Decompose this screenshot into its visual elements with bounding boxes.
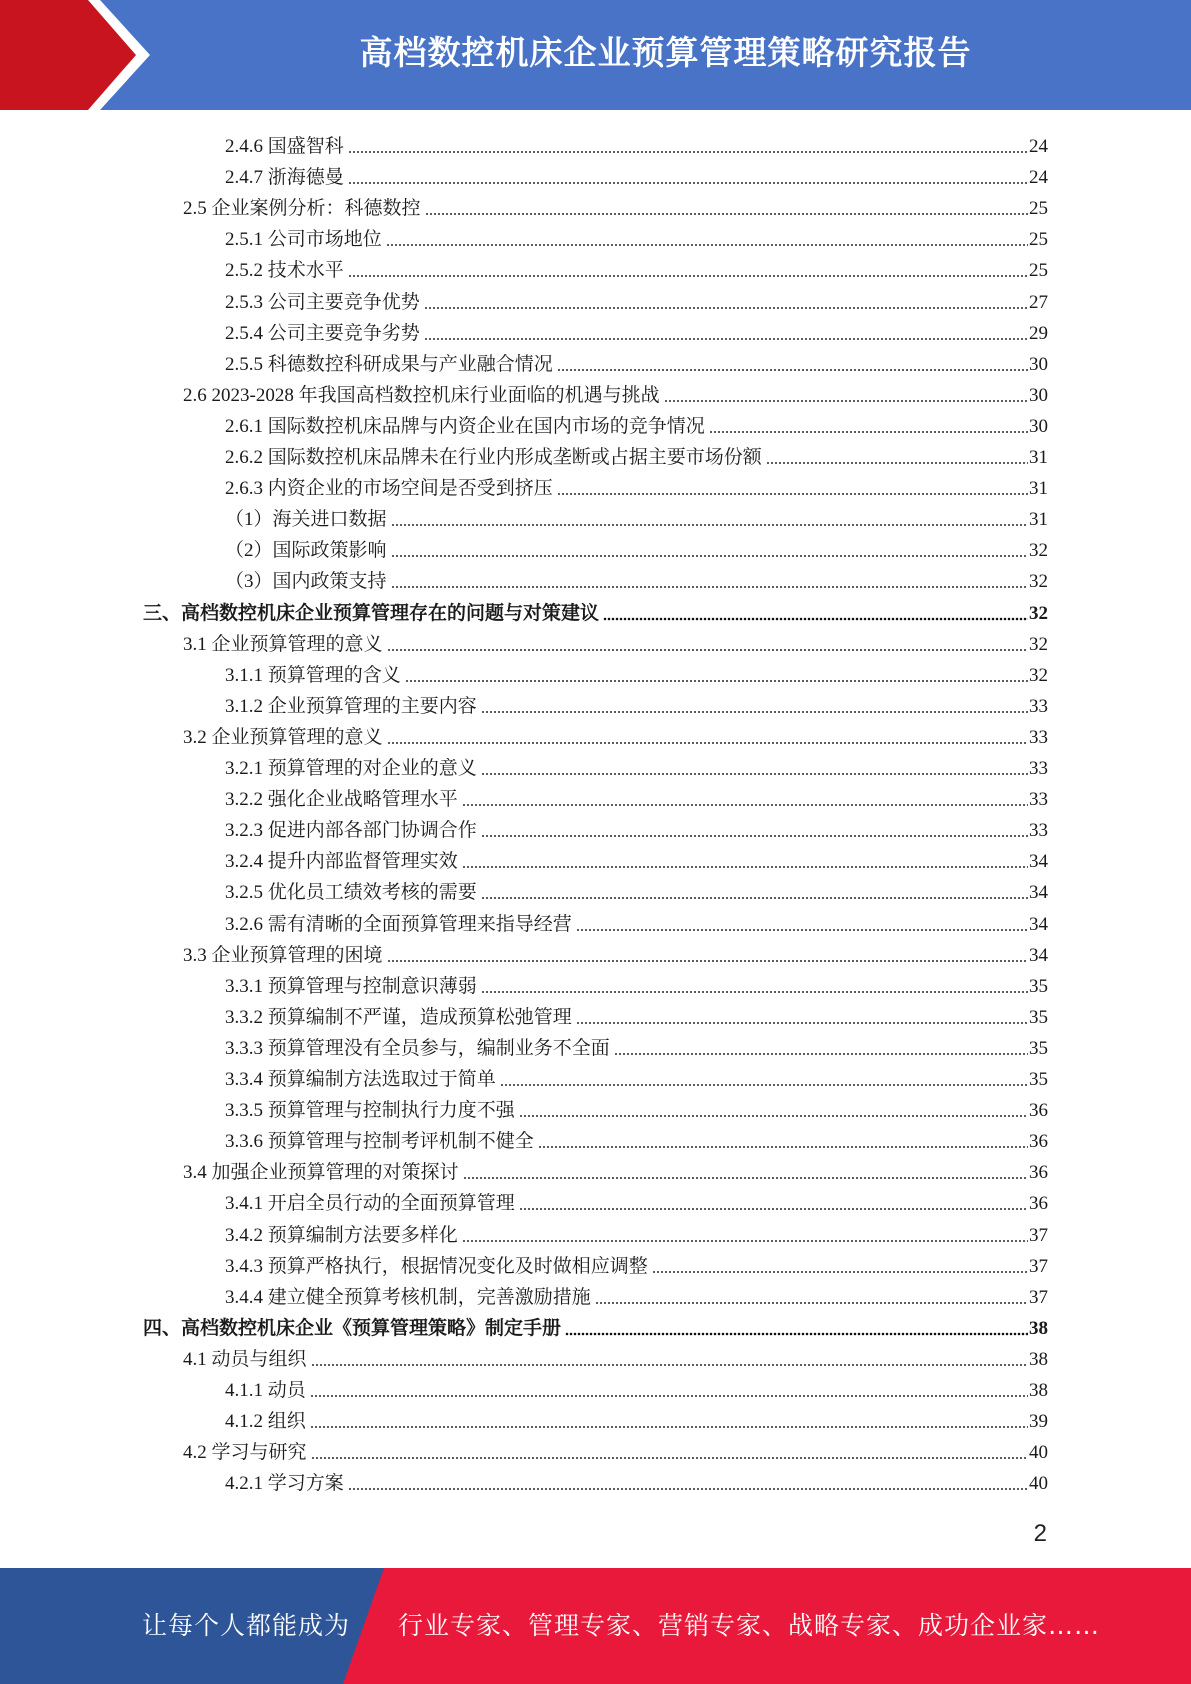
toc-leader-dots — [664, 399, 1028, 403]
toc-entry-label: 3.3.2 预算编制不严谨，造成预算松弛管理 — [225, 1006, 572, 1028]
toc-leader-dots — [424, 337, 1028, 341]
toc-entry-label: 3.4.2 预算编制方法要多样化 — [225, 1224, 458, 1246]
footer-roles: 行业专家、管理专家、营销专家、战略专家、成功企业家…… — [398, 1611, 1101, 1640]
toc-entry-page: 30 — [1029, 384, 1048, 406]
toc-leader-dots — [481, 990, 1028, 994]
toc-entry-label: 2.5.3 公司主要竞争优势 — [225, 291, 420, 313]
toc-entry-page: 40 — [1029, 1442, 1048, 1464]
footer-slogan: 让每个人都能成为 — [142, 1611, 351, 1640]
toc-entry[interactable] — [225, 1060, 1048, 1091]
toc-entry-label: 2.6.3 内资企业的市场空间是否受到挤压 — [225, 478, 553, 500]
toc-entry-page: 38 — [1029, 1380, 1048, 1401]
toc-entry[interactable] — [225, 220, 1048, 251]
toc-entry[interactable] — [183, 189, 1048, 220]
toc-leader-dots — [462, 803, 1028, 807]
toc-entry-page: 35 — [1029, 1006, 1048, 1028]
document-title: 高档数控机床企业预算管理策略研究报告 — [359, 33, 972, 72]
toc-entry-label: 3.2.6 需有清晰的全面预算管理来指导经营 — [225, 913, 572, 935]
toc-entry-label: 2.6 2023-2028 年我国高档数控机床行业面临的机遇与挑战 — [183, 384, 660, 406]
toc-entry-page: 33 — [1029, 726, 1048, 748]
toc-leader-dots — [481, 772, 1028, 776]
toc-entry-label: 3.4.4 建立健全预算考核机制，完善激励措施 — [225, 1286, 591, 1308]
toc-entry[interactable] — [225, 1029, 1048, 1060]
toc-entry-page: 32 — [1029, 540, 1048, 562]
toc-entry-page: 33 — [1029, 789, 1048, 811]
toc-leader-dots — [348, 150, 1028, 154]
toc-entry-page: 25 — [1029, 198, 1048, 220]
toc-leader-dots — [709, 430, 1028, 434]
toc-entry-label: 2.6.1 国际数控机床品牌与内资企业在国内市场的竞争情况 — [225, 415, 705, 437]
toc-entry[interactable] — [183, 1153, 1048, 1184]
toc-entry-page: 39 — [1029, 1411, 1048, 1433]
toc-entry-label: 4.1 动员与组织 — [183, 1348, 307, 1370]
toc-entry-page: 32 — [1029, 571, 1048, 593]
page-number: 2 — [1033, 1520, 1047, 1547]
toc-entry-label: （1）海关进口数据 — [225, 509, 387, 531]
toc-entry-label: 2.5.4 公司主要竞争劣势 — [225, 322, 420, 344]
toc-leader-dots — [462, 865, 1028, 869]
toc-entry-label: 3.2 企业预算管理的意义 — [183, 726, 383, 748]
toc-entry-label: 3.2.1 预算管理的对企业的意义 — [225, 758, 477, 779]
toc-entry-label: （3）国内政策支持 — [225, 571, 387, 593]
toc-entry-label: 3.2.2 强化企业战略管理水平 — [225, 789, 458, 811]
toc-leader-dots — [614, 1052, 1028, 1056]
toc-leader-dots — [538, 1145, 1028, 1149]
toc-entry-label: 3.1 企业预算管理的意义 — [183, 633, 383, 655]
toc-entry-page: 32 — [1029, 664, 1048, 686]
toc-leader-dots — [481, 834, 1028, 838]
toc-entry-page: 40 — [1029, 1473, 1048, 1495]
toc-entry[interactable] — [225, 967, 1048, 998]
toc-leader-dots — [463, 1176, 1028, 1180]
toc-entry[interactable] — [225, 873, 1048, 904]
toc-leader-dots — [348, 274, 1028, 278]
toc-leader-dots — [519, 1207, 1028, 1211]
toc-leader-dots — [603, 617, 1028, 621]
toc-entry[interactable] — [183, 936, 1048, 967]
toc-entry-label: 2.6.2 国际数控机床品牌未在行业内形成垄断或占据主要市场份额 — [225, 447, 762, 468]
toc-entry-label: 3.3.5 预算管理与控制执行力度不强 — [225, 1100, 515, 1122]
toc-leader-dots — [576, 928, 1028, 932]
toc-entry-label: 3.2.4 提升内部监督管理实效 — [225, 851, 458, 873]
toc-entry-label: 3.3.4 预算编制方法选取过于简单 — [225, 1069, 496, 1090]
toc-leader-dots — [387, 648, 1028, 652]
toc-entry[interactable] — [225, 811, 1048, 842]
toc-entry[interactable] — [225, 251, 1048, 282]
toc-leader-dots — [595, 1301, 1028, 1305]
toc-entry-page: 30 — [1029, 353, 1048, 375]
toc-leader-dots — [310, 1425, 1028, 1429]
toc-leader-dots — [311, 1363, 1028, 1367]
toc-leader-dots — [481, 896, 1028, 900]
toc-entry-label: 2.5.5 科德数控科研成果与产业融合情况 — [225, 353, 553, 375]
toc-entry[interactable] — [225, 656, 1048, 687]
toc-entry-page: 32 — [1029, 633, 1048, 655]
toc-entry[interactable] — [225, 1216, 1048, 1247]
toc-leader-dots — [310, 1394, 1028, 1398]
toc-leader-dots — [391, 554, 1028, 558]
toc-entry-label: 三、高档数控机床企业预算管理存在的问题与对策建议 — [143, 602, 600, 624]
toc-entry-label: 2.4.7 浙海德曼 — [225, 167, 344, 189]
toc-entry-page: 24 — [1029, 167, 1048, 189]
toc-entry[interactable] — [143, 594, 1048, 625]
toc-leader-dots — [462, 1239, 1028, 1243]
toc-entry-page: 25 — [1029, 260, 1048, 282]
toc-entry-label: 3.3 企业预算管理的困境 — [183, 944, 383, 966]
toc-entry[interactable] — [225, 780, 1048, 811]
toc-entry[interactable] — [225, 1464, 1048, 1495]
toc-entry-label: 3.1.2 企业预算管理的主要内容 — [225, 695, 477, 717]
toc-entry-page: 37 — [1029, 1286, 1048, 1308]
toc-leader-dots — [348, 1487, 1028, 1491]
toc-entry-label: 2.5.1 公司市场地位 — [225, 229, 382, 251]
toc-leader-dots — [481, 710, 1028, 714]
toc-entry-label: 4.1.2 组织 — [225, 1411, 306, 1433]
toc-entry[interactable] — [225, 283, 1048, 314]
toc-entry[interactable] — [183, 376, 1048, 407]
toc-entry-page: 33 — [1029, 820, 1048, 842]
toc-leader-dots — [557, 492, 1028, 496]
toc-leader-dots — [311, 1456, 1028, 1460]
toc-entry-page: 25 — [1029, 229, 1048, 251]
toc-entry[interactable] — [225, 1184, 1048, 1215]
page-header — [0, 0, 1191, 110]
toc-entry[interactable] — [225, 998, 1048, 1029]
toc-entry[interactable] — [225, 1371, 1048, 1402]
toc-entry[interactable] — [225, 531, 1048, 562]
toc-leader-dots — [348, 181, 1028, 185]
toc-leader-dots — [386, 243, 1028, 247]
toc-leader-dots — [424, 306, 1028, 310]
toc-entry-label: 2.4.6 国盛智科 — [225, 136, 344, 157]
toc-entry-page: 24 — [1029, 136, 1048, 157]
toc-entry-page: 29 — [1029, 322, 1048, 344]
toc-entry-label: 2.5.2 技术水平 — [225, 260, 344, 282]
toc-entry-page: 27 — [1029, 291, 1048, 313]
toc-entry[interactable] — [225, 1402, 1048, 1433]
toc-entry-label: 3.3.3 预算管理没有全员参与，编制业务不全面 — [225, 1037, 610, 1059]
toc-entry[interactable] — [225, 1091, 1048, 1122]
toc-entry[interactable] — [225, 1278, 1048, 1309]
toc-leader-dots — [405, 679, 1028, 683]
toc-entry-page: 38 — [1029, 1317, 1048, 1339]
toc-leader-dots — [766, 461, 1028, 465]
toc-entry[interactable] — [225, 127, 1048, 158]
toc-entry[interactable] — [225, 687, 1048, 718]
toc-entry-page: 36 — [1029, 1131, 1048, 1153]
arrow-chevron-icon — [0, 0, 160, 110]
toc-entry-page: 37 — [1029, 1255, 1048, 1277]
toc-entry-label: 4.2 学习与研究 — [183, 1442, 307, 1464]
toc-leader-dots — [391, 585, 1028, 589]
toc-entry[interactable] — [225, 1247, 1048, 1278]
toc-entry-label: 4.2.1 学习方案 — [225, 1473, 344, 1495]
toc-entry-label: 3.4.3 预算严格执行，根据情况变化及时做相应调整 — [225, 1255, 648, 1277]
toc-entry-label: 四、高档数控机床企业《预算管理策略》制定手册 — [143, 1317, 562, 1339]
toc-leader-dots — [519, 1114, 1028, 1118]
toc-entry-page: 33 — [1029, 758, 1048, 779]
toc-entry-page: 31 — [1029, 509, 1048, 531]
toc-entry-label: 4.1.1 动员 — [225, 1380, 306, 1401]
toc-leader-dots — [391, 523, 1028, 527]
toc-entry[interactable] — [183, 1433, 1048, 1464]
toc-leader-dots — [500, 1083, 1028, 1087]
toc-entry-page: 34 — [1029, 882, 1048, 904]
toc-entry-page: 38 — [1029, 1348, 1048, 1370]
toc-entry[interactable] — [225, 749, 1048, 780]
toc-entry-label: 2.5 企业案例分析：科德数控 — [183, 198, 421, 220]
toc-entry[interactable] — [225, 314, 1048, 345]
toc-entry[interactable] — [225, 158, 1048, 189]
toc-entry[interactable] — [183, 1340, 1048, 1371]
page-footer — [0, 1568, 1191, 1684]
toc-entry-page: 36 — [1029, 1193, 1048, 1215]
toc-entry[interactable] — [225, 407, 1048, 438]
toc-entry-page: 31 — [1029, 447, 1048, 468]
toc-entry-label: 3.1.1 预算管理的含义 — [225, 664, 401, 686]
toc-entry-page: 33 — [1029, 695, 1048, 717]
toc-entry-label: 3.2.5 优化员工绩效考核的需要 — [225, 882, 477, 904]
toc-leader-dots — [387, 741, 1028, 745]
toc-entry-label: 3.4.1 开启全员行动的全面预算管理 — [225, 1193, 515, 1215]
toc-entry-page: 34 — [1029, 913, 1048, 935]
toc-entry[interactable] — [225, 345, 1048, 376]
toc-entry[interactable] — [183, 718, 1048, 749]
toc-entry-page: 31 — [1029, 478, 1048, 500]
toc-entry[interactable] — [225, 500, 1048, 531]
toc-entry-page: 36 — [1029, 1162, 1048, 1184]
toc-entry-label: 3.3.6 预算管理与控制考评机制不健全 — [225, 1131, 534, 1153]
toc-entry[interactable] — [225, 842, 1048, 873]
toc-entry-page: 37 — [1029, 1224, 1048, 1246]
toc-entry[interactable] — [225, 1122, 1048, 1153]
toc-entry-page: 35 — [1029, 1069, 1048, 1090]
toc-entry[interactable] — [225, 905, 1048, 936]
toc-leader-dots — [652, 1270, 1028, 1274]
toc-leader-dots — [425, 212, 1028, 216]
toc-entry-page: 36 — [1029, 1100, 1048, 1122]
toc-entry[interactable] — [225, 469, 1048, 500]
toc-entry-page: 35 — [1029, 1037, 1048, 1059]
toc-entry[interactable] — [143, 1309, 1048, 1340]
toc-entry[interactable] — [225, 438, 1048, 469]
toc-entry-page: 35 — [1029, 975, 1048, 997]
toc-entry-label: 3.4 加强企业预算管理的对策探讨 — [183, 1162, 459, 1184]
toc-entry-page: 34 — [1029, 851, 1048, 873]
toc-leader-dots — [576, 1021, 1028, 1025]
toc-entry-page: 32 — [1029, 602, 1048, 624]
toc-leader-dots — [565, 1332, 1028, 1336]
toc-leader-dots — [557, 368, 1028, 372]
toc-leader-dots — [387, 959, 1028, 963]
toc-entry[interactable] — [225, 562, 1048, 593]
toc-entry-label: 3.2.3 促进内部各部门协调合作 — [225, 820, 477, 842]
toc-entry[interactable] — [183, 625, 1048, 656]
toc-entry-label: 3.3.1 预算管理与控制意识薄弱 — [225, 975, 477, 997]
toc-entry-label: （2）国际政策影响 — [225, 540, 387, 562]
toc-entry-page: 30 — [1029, 415, 1048, 437]
toc-entry-page: 34 — [1029, 944, 1048, 966]
